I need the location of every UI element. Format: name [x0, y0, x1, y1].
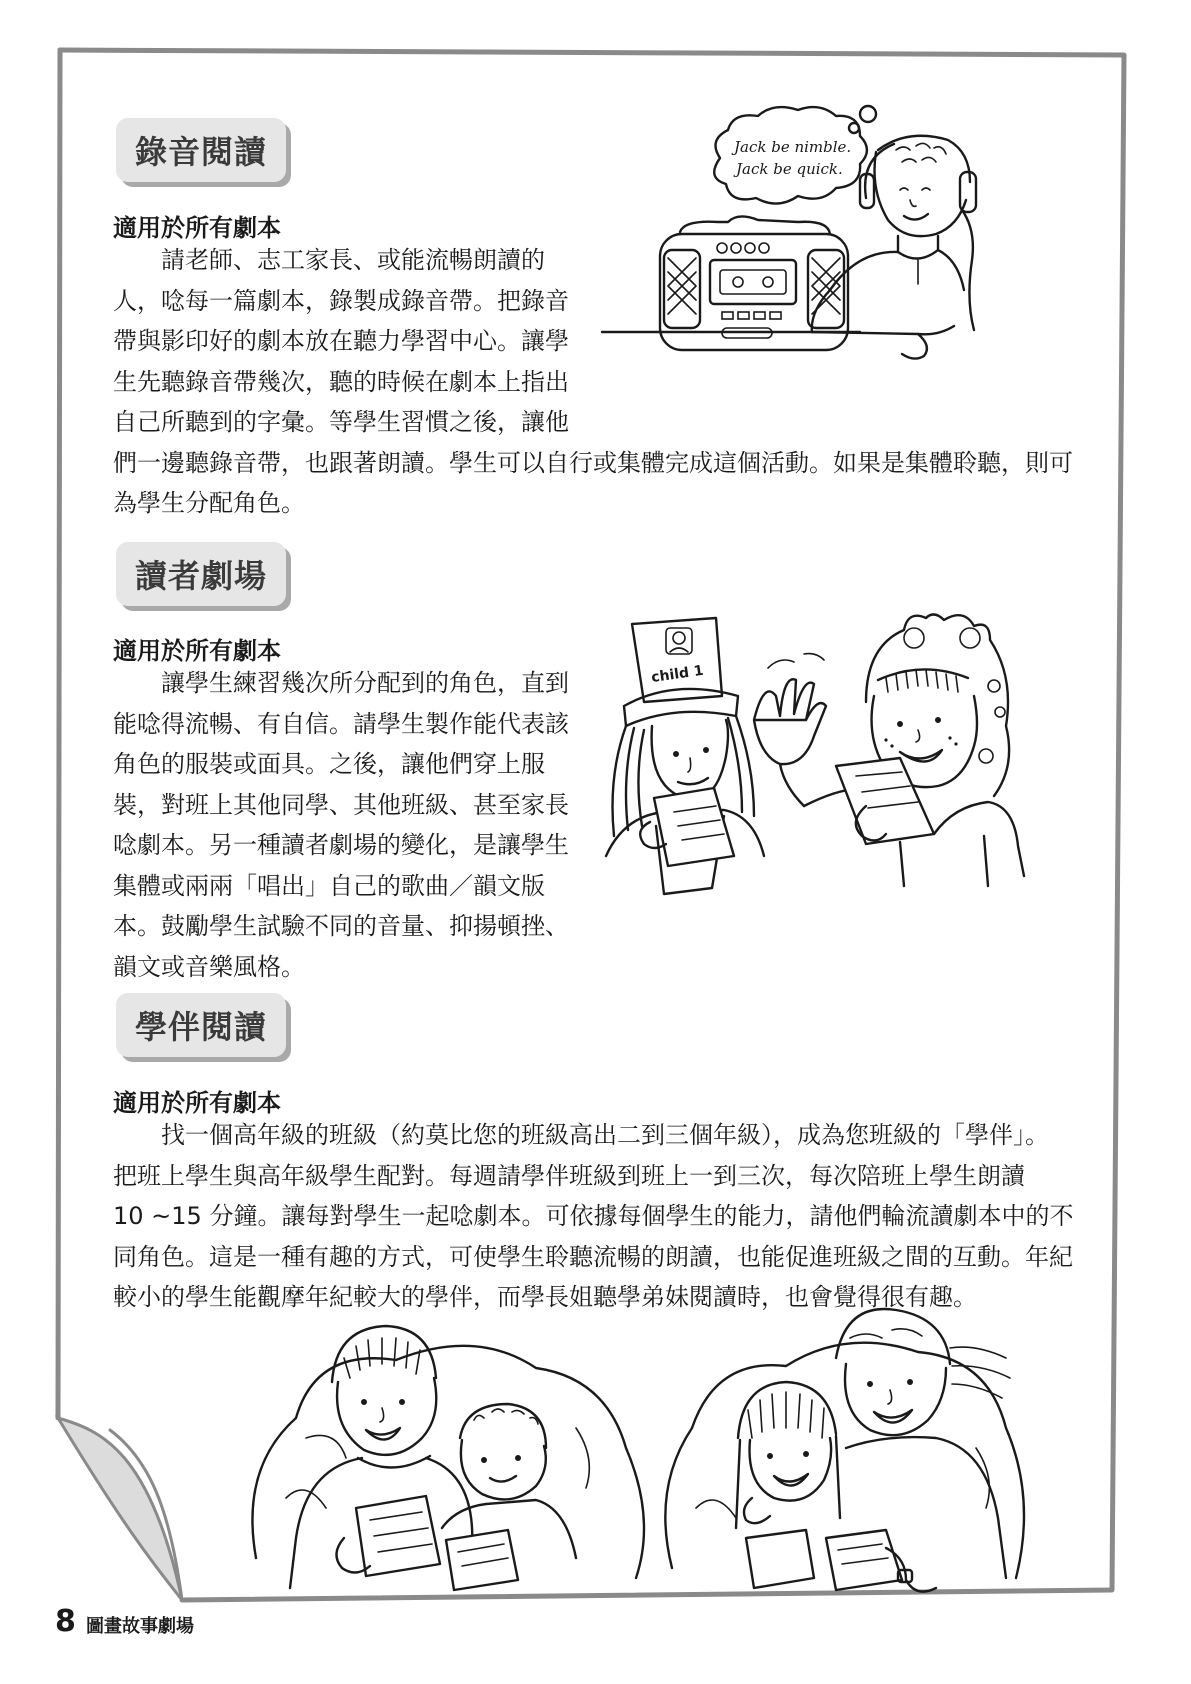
section-title-readers-theatre: 讀者劇場	[116, 542, 286, 606]
text-line: 本。鼓勵學生試驗不同的音量、抑揚頓挫、	[113, 912, 569, 940]
section-title-buddy-reading: 學伴閱讀	[116, 993, 286, 1057]
text-line: 自己所聽到的字彙。等學生習慣之後，讓他	[113, 408, 569, 436]
text-line: 能唸得流暢、有自信。請學生製作能代表該	[113, 709, 569, 738]
illustration-costumed-readers	[604, 616, 1054, 916]
text-line: 生先聽錄音帶幾次，聽的時候在劇本上指出	[113, 367, 569, 396]
illustration-cassette-listener	[598, 100, 1068, 380]
illustration-reading-buddies	[246, 1308, 1106, 1598]
speech-bubble-line1: Jack be nimble.	[734, 138, 852, 156]
text-line: 們一邊聽錄音帶，也跟著朗讀。學生可以自行或集體完成這個活動。如果是集體聆聽，則可	[113, 448, 1073, 477]
text-line: 人，唸每一篇劇本，錄製成錄音帶。把錄音	[113, 286, 569, 315]
text-line: 韻文或音樂風格。	[113, 952, 305, 981]
text-line: 10 ~15 分鐘。讓每對學生一起唸劇本。可依據每個學生的能力，請他們輪流讀劇本中的不	[113, 1202, 1074, 1230]
text-line: 找一個高年級的班級（約莫比您的班級高出二到三個年級），成為您班級的「學伴」。	[113, 1121, 1049, 1149]
section-subtitle: 適用於所有劇本	[113, 214, 281, 242]
text-line: 讓學生練習幾次所分配到的角色，直到	[113, 669, 569, 697]
section-subtitle: 適用於所有劇本	[113, 1089, 281, 1117]
text-line: 唸劇本。另一種讀者劇場的變化，是讓學生	[113, 831, 569, 859]
section-body-buddy-reading	[113, 1115, 1073, 1318]
text-line: 為學生分配角色。	[113, 489, 305, 517]
speech-bubble-line2: Jack be quick.	[736, 160, 843, 178]
text-line: 角色的服裝或面具。之後，讓他們穿上服	[113, 750, 545, 778]
book-title: 圖畫故事劇場	[86, 1616, 194, 1637]
text-line: 同角色。這是一種有趣的方式，可使學生聆聽流暢的朗讀，也能促進班級之間的互動。年紀	[113, 1242, 1073, 1271]
text-line: 把班上學生與高年級學生配對。每週請學伴班級到班上一到三次，每次陪班上學生朗讀	[113, 1161, 1025, 1190]
section-body-readers-theatre	[113, 663, 569, 987]
section-subtitle: 適用於所有劇本	[113, 637, 281, 665]
text-line: 集體或兩兩「唱出」自己的歌曲／韻文版	[113, 871, 545, 900]
section-title-recording: 錄音閱讀	[116, 118, 286, 182]
text-line: 帶與影印好的劇本放在聽力學習中心。讓學	[113, 327, 569, 355]
text-line: 請老師、志工家長、或能流暢朗讀的	[113, 246, 545, 274]
hat-label: child 1	[650, 662, 705, 686]
text-line: 較小的學生能觀摩年紀較大的學伴，而學長姐聽學弟妹閱讀時，也會覺得很有趣。	[113, 1283, 977, 1311]
text-line: 裝，對班上其他同學、其他班級、甚至家長	[113, 790, 569, 819]
page-number: 8	[55, 1604, 76, 1639]
